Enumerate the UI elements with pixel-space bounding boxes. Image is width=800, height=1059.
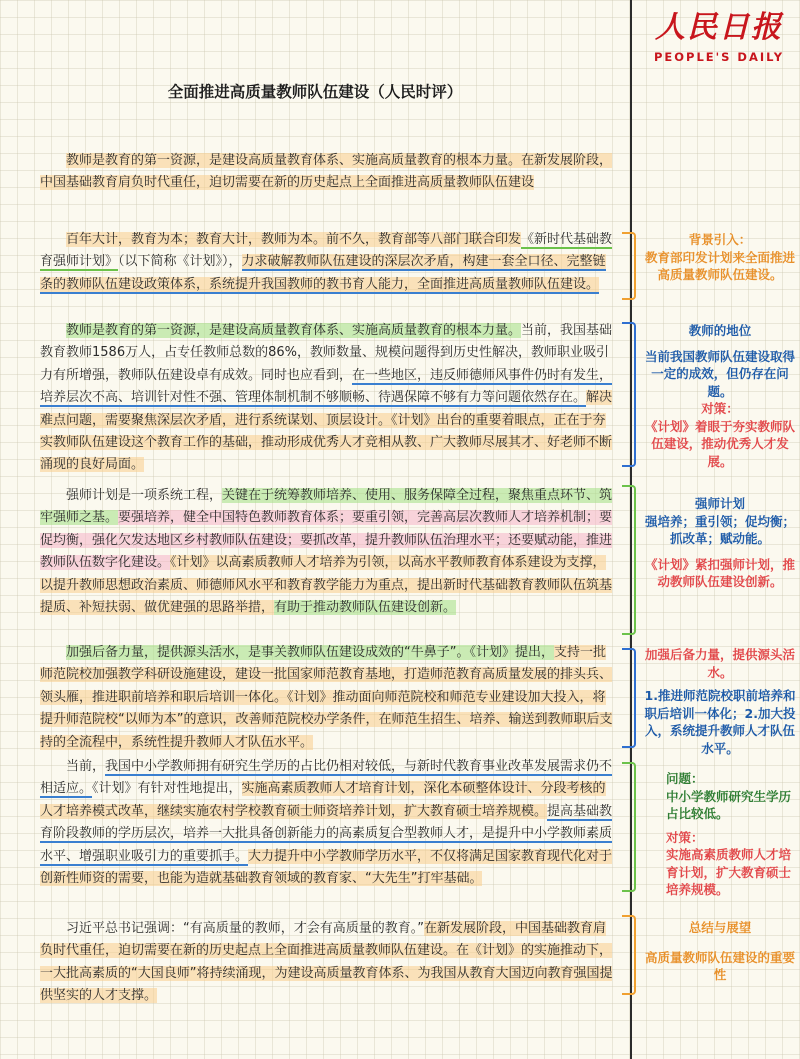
paragraph-3 [40, 320, 616, 477]
p5-segment: 《计划》推动面向师范院校和师范专业建设加大投入，将提升师范院校“以师为本”的意识，改善师范院校办学条件，在师范生招生、培养、输送到教师职后支持的全流程中，系统性提升教师人才队伍水平。 [40, 689, 613, 750]
note-body: 中小学教师研究生学历占比较低。 [666, 788, 792, 821]
p6-segment: 大力提升中小学教师学历水平，不仅将满足国家教育现代化对于创新性师资的需要，也能为造就基础教育领域的教育家、“大先生”打牢基础。 [40, 848, 613, 887]
p4-segment: 《计划》以高素质教师人才培养为引领，以高水平教师教育体系建设为支撑，以提升教师思想政治素质、师德师风水平和教育教学能力为重点，提出新时代基础教育教师队伍筑基提质、补短扶弱、做优建强的思路举措， [40, 555, 613, 616]
p6-segment: 实施高素质教师人才培育计划，深化本硕整体设计、分段考核的人才培养模式改革，继续实施农村学校教育硕士师资培养计划，扩大教育硕士培养规模。 [40, 781, 606, 819]
bracket-problem [622, 762, 636, 892]
p4-segment: 要强培养，健全中国特色教师教育体系；要重引领，完善高层次教师人才培养机制；要促均衡，强化欠发达地区乡村教师队伍建设；要抓改革，提升教师队伍治理水平；还要赋动能，推进教师队伍数字化建设。 [40, 510, 613, 571]
bracket-teacher-status [622, 322, 636, 467]
logo-english-text: PEOPLE'S DAILY [653, 50, 785, 64]
article-title: 全面推进高质量教师队伍建设（人民时评） [167, 83, 463, 101]
p2-segment: （以下简称《计划》）， [118, 254, 242, 270]
p4-segment: 关键在于统筹教师培养、使用、服务保障全过程，聚焦重点环节、筑牢强师之基。 [40, 488, 613, 526]
bracket-background [622, 232, 636, 300]
p3-segment: 解决难点问题，需要聚焦深层次矛盾，进行系统谋划、顶层设计。《计划》出台的重要着眼点，正在于夯实教师队伍建设这个教育工作的基础，推动形成优秀人才竞相从教、广大教师尽展其才、好老师不断涌现的良好局面。 [40, 390, 613, 473]
note-strong-teacher [640, 495, 800, 591]
note-body: 当前我国教师队伍建设取得一定的成效，但仍存在问题。 [644, 348, 795, 399]
paragraph-4 [40, 485, 616, 619]
note-summary [640, 919, 800, 984]
note-heading: 背景引入： [688, 232, 752, 247]
note-heading: 加强后备力量，提供源头活水。 [644, 647, 795, 680]
note-points: 1.推进师范院校职前培养和职后培训一体化；2.加大投入，系统提升教师人才队伍水平。 [644, 688, 796, 756]
paragraph-1 [40, 150, 616, 195]
bracket-strong-teacher [622, 485, 636, 635]
paragraph-6 [40, 756, 616, 890]
paragraph-7 [40, 918, 616, 1008]
p4-segment: 有助于推动教师队伍建设创新。 [274, 600, 457, 616]
note-problem [666, 770, 800, 899]
note-strategy: 《计划》着眼于夯实教师队伍建设，推动优秀人才发展。 [644, 418, 795, 469]
p5-segment: 支持一批师范院校加强教学科研设施建设，建设一批国家师范教育基地，打造师范教育高质量发展的排头兵、领头雁，推进职前培养和职后培训一体化。 [40, 645, 613, 705]
logo-chinese-text: 人民日报 [655, 10, 783, 45]
note-heading: 教师的地位 [688, 323, 752, 338]
p3-segment: 在一些地区，违反师德师风事件仍时有发生，培养层次不高、培训针对性不强、管理体制机制不够顺畅、待遇保障不够有力等问题依然存在。 [40, 367, 613, 406]
note-label: 对策： [701, 401, 739, 416]
note-heading: 问题： [666, 771, 704, 786]
note-reserve-force [640, 646, 800, 757]
note-label: 对策： [666, 829, 704, 845]
note-heading: 强师计划 [694, 496, 745, 511]
p3-segment: 教师是教育的第一资源，是建设高质量教育体系、实施高质量教育的根本力量。 [66, 323, 522, 338]
p6-segment: 当前， [66, 759, 106, 774]
p7-segment: 在新发展阶段，中国基础教育肩负时代重任，迫切需要在新的历史起点上全面推进高质量教师队伍建设。在《计划》的实施推动下，一大批高素质的“大国良师”将持续涌现，为建设高质量教育体系、为我国从教育大国迈向教育强国提供坚实的人才支撑。 [40, 921, 613, 1004]
note-heading: 总结与展望 [688, 920, 752, 935]
p2-plan-name: 《新时代基础教育强师计划》 [40, 232, 613, 270]
note-teacher-status [640, 322, 800, 470]
peoples-daily-logo [640, 6, 798, 74]
p6-segment: 我国中小学教师拥有研究生学历的占比仍相对较低，与新时代教育事业改革发展需求仍不相适应。 [40, 759, 613, 797]
p5-segment: 加强后备力量，提供源头活水，是事关教师队伍建设成效的“牛鼻子”。《计划》提出， [66, 645, 554, 660]
p2-segment: 力求破解教师队伍建设的深层次矛盾，构建一套全口径、完整链条的教师队伍建设政策体系，系统提升我国教师的教书育人能力，全面推进高质量教师队伍建设。 [40, 254, 606, 292]
note-body: 教育部印发计划来全面推进高质量教师队伍建设。 [644, 249, 795, 282]
note-strategy: 实施高素质教师人才培育计划，扩大教育硕士培养规模。 [666, 847, 792, 897]
note-strategy: 《计划》紧扣强师计划，推动教师队伍建设创新。 [644, 556, 795, 589]
paragraph-1-text: 教师是教育的第一资源，是建设高质量教育体系、实施高质量教育的根本力量。在新发展阶段，中国基础教育肩负时代重任，迫切需要在新的历史起点上全面推进高质量教师队伍建设 [40, 153, 613, 191]
p6-segment: 《计划》有针对性地提出， [92, 781, 242, 797]
bracket-summary [622, 915, 636, 995]
note-background [640, 231, 800, 284]
note-body: 强培养；重引领；促均衡；抓改革；赋动能。 [644, 513, 795, 546]
note-body: 高质量教师队伍建设的重要性 [644, 949, 795, 982]
p7-segment: 习近平总书记强调：“有高质量的教师，才会有高质量的教育。” [66, 921, 424, 936]
paragraph-2 [40, 229, 616, 296]
p6-segment: 提高基础教育阶段教师的学历层次，培养一大批具备创新能力的高素质复合型教师人才，是提升中小学教师素质水平、增强职业吸引力的重要抓手。 [40, 803, 613, 864]
bracket-reserve-force [622, 648, 636, 748]
p4-segment: 强师计划是一项系统工程， [66, 488, 223, 503]
paragraph-5 [40, 642, 616, 754]
p3-segment: 当前，我国基础教育教师1586万人，占专任教师总数的86%，教师数量、规模问题得到历史性解决，教师职业吸引力有所增强，教师队伍建设卓有成效。同时也应看到， [40, 323, 613, 383]
p2-segment: 百年大计，教育为本；教育大计，教师为本。前不久，教育部等八部门联合印发 [66, 232, 522, 247]
